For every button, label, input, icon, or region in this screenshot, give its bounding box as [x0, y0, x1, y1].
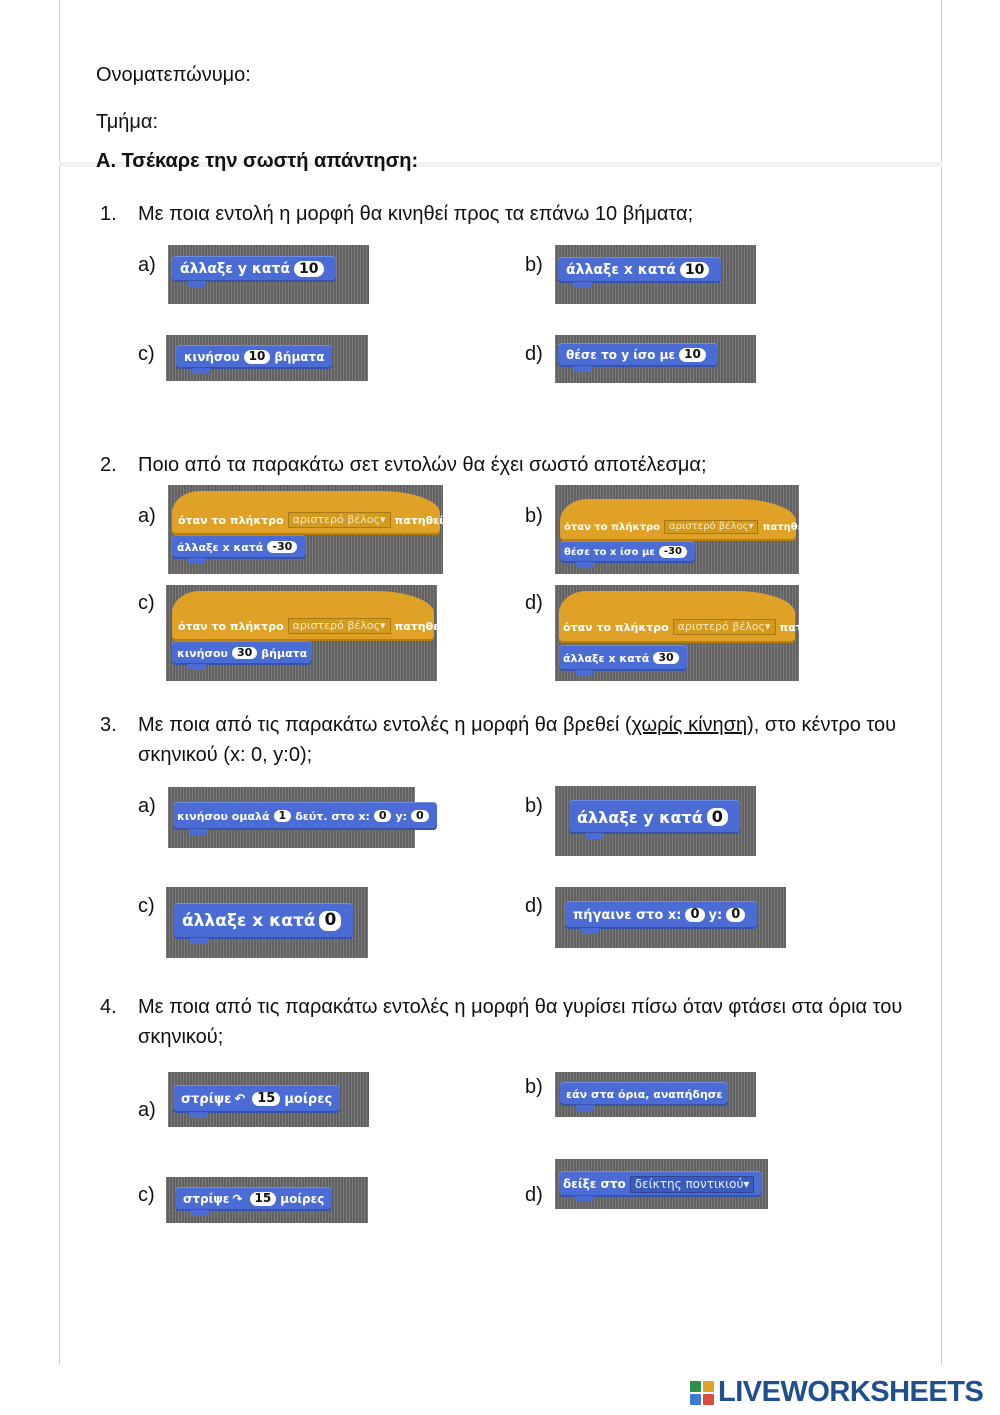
hat-text: όταν το πλήκτρο [563, 620, 669, 634]
hat-text: πατηθεί [394, 619, 444, 633]
block-value: 0 [319, 911, 341, 931]
option-letter: a) [138, 1099, 156, 1121]
question-text: Με ποια από τις παρακάτω εντολές η μορφή θα γυρίσει πίσω όταν φτάσει στα όρια του σκηνικού; [138, 996, 903, 1048]
block-text: πήγαινε στο x: [573, 907, 682, 923]
block-value: 30 [232, 647, 257, 660]
option-1c-image[interactable] [166, 335, 368, 381]
class-label: Τμήμα: [96, 111, 159, 133]
question-number: 1. [100, 203, 117, 225]
hat-text: πατηθεί [779, 620, 829, 634]
block-notch [576, 1105, 594, 1111]
option-letter: a) [138, 254, 156, 276]
hat-block [172, 591, 444, 641]
block-text: κινήσου [184, 350, 240, 364]
block-value: 10 [244, 350, 271, 364]
logo-tile-e [703, 1394, 714, 1405]
hat-text: όταν το πλήκτρο [564, 521, 661, 533]
scratch-block [172, 256, 336, 282]
block-text: μοίρες [280, 1192, 325, 1206]
key-dropdown: αριστερό βέλος▾ [664, 520, 758, 535]
question-text: Με ποια εντολή η μορφή θα κινηθεί προς τα επάνω 10 βήματα; [138, 203, 694, 225]
scratch-block [172, 641, 312, 665]
block-text: δεύτ. στο x: [295, 809, 370, 823]
scratch-block [174, 903, 353, 939]
scratch-block [175, 1187, 332, 1211]
hat-block [559, 591, 829, 643]
block-value: 0 [685, 908, 704, 923]
option-4d-image[interactable] [555, 1159, 768, 1209]
scratch-block [173, 1085, 340, 1113]
block-value: 10 [680, 262, 709, 278]
hat-block [172, 491, 444, 535]
block-text: y: [395, 809, 408, 823]
block-text: y: [708, 907, 723, 923]
block-text: στρίψε [183, 1192, 230, 1206]
option-letter: c) [138, 895, 155, 917]
block-value: 10 [679, 348, 706, 362]
block-text: κινήσου [177, 646, 228, 660]
block-notch [581, 928, 599, 934]
block-notch [575, 670, 593, 676]
block-text: κινήσου ομαλά [177, 809, 270, 823]
block-notch [576, 562, 594, 568]
option-letter: a) [138, 505, 156, 527]
option-letter: a) [138, 795, 156, 817]
hat-text: πατηθεί [762, 521, 808, 533]
name-label: Ονοματεπώνυμο: [96, 64, 251, 86]
option-letter: b) [525, 505, 543, 527]
block-text: θέσε το x ίσο με [564, 546, 655, 558]
option-2a-image[interactable] [168, 485, 443, 574]
logo-tile-v [690, 1394, 701, 1405]
block-value: 0 [374, 810, 392, 823]
turn-left-icon: ↶ [234, 1091, 246, 1107]
logo-tile-i [703, 1381, 714, 1392]
scratch-block [173, 802, 437, 830]
scratch-block [176, 345, 332, 369]
block-text: βήματα [261, 646, 308, 660]
option-letter: d) [525, 895, 543, 917]
block-notch [575, 1196, 593, 1202]
scratch-block [569, 800, 740, 834]
option-2d-image[interactable] [555, 585, 829, 681]
question-number: 2. [100, 454, 117, 476]
question-text-part: Με ποια από τις παρακάτω εντολές η μορφή θα βρεθεί ( [138, 714, 632, 736]
block-value: 10 [294, 261, 323, 277]
block-text: άλλαξε x κατά [566, 262, 676, 278]
option-1d-image[interactable] [555, 335, 756, 383]
hat-text: όταν το πλήκτρο [178, 513, 284, 527]
option-2c-image[interactable] [166, 585, 444, 681]
question-text: Ποιο από τα παρακάτω σετ εντολών θα έχει σωστό αποτέλεσμα; [138, 454, 707, 476]
option-4c-image[interactable] [166, 1177, 368, 1223]
question-text [138, 710, 910, 770]
option-letter: c) [138, 592, 155, 614]
scratch-block [560, 1082, 728, 1106]
block-notch [574, 282, 592, 288]
question-1 [100, 199, 910, 229]
question-number: 3. [100, 714, 117, 736]
hat-text: πατηθεί [394, 513, 444, 527]
block-value: 0 [726, 908, 745, 923]
option-3d-image[interactable] [555, 887, 786, 948]
block-notch [188, 558, 206, 564]
option-4a-image[interactable] [168, 1072, 369, 1127]
block-text: άλλαξε y κατά [577, 807, 703, 827]
block-value: 15 [252, 1092, 280, 1107]
scratch-block [565, 901, 757, 929]
question-4 [100, 992, 910, 1052]
option-1b-image[interactable] [555, 245, 756, 304]
block-notch [190, 938, 208, 944]
block-text: δείξε στο [563, 1177, 626, 1191]
question-3 [100, 710, 910, 770]
block-value: 0 [411, 810, 429, 823]
block-value: 30 [653, 652, 678, 665]
block-notch [189, 829, 207, 835]
page-border-right [941, 0, 942, 1365]
question-number: 4. [100, 996, 117, 1018]
block-text: στρίψε [181, 1091, 232, 1107]
option-3b-image[interactable] [555, 786, 756, 856]
option-letter: c) [138, 1184, 155, 1206]
turn-right-icon: ↷ [232, 1192, 243, 1206]
block-value: 15 [250, 1192, 277, 1206]
option-letter: d) [525, 1184, 543, 1206]
page-border-left [59, 0, 60, 1365]
option-1a-image[interactable] [168, 245, 369, 304]
option-letter: b) [525, 795, 543, 817]
option-2b-image[interactable] [555, 485, 808, 574]
liveworksheets-logo [690, 1376, 983, 1409]
option-3c-image[interactable] [166, 887, 368, 958]
scratch-block [558, 343, 718, 367]
block-text: άλλαξε y κατά [180, 261, 291, 277]
option-4b-image[interactable] [555, 1072, 756, 1117]
block-notch [188, 281, 206, 287]
option-letter: c) [138, 343, 155, 365]
block-notch [189, 1112, 207, 1118]
block-notch [585, 833, 603, 839]
block-text: μοίρες [284, 1091, 333, 1107]
block-value: 0 [707, 808, 728, 826]
key-dropdown: αριστερό βέλος▾ [288, 618, 391, 634]
scratch-block [558, 257, 721, 283]
key-dropdown: αριστερό βέλος▾ [288, 512, 391, 528]
hat-block [560, 499, 808, 541]
block-text: θέσε το y ίσο με [566, 348, 676, 362]
question-2 [100, 450, 910, 480]
block-text: άλλαξε x κατά [182, 911, 316, 931]
logo-tiles-icon [690, 1381, 714, 1405]
option-3a-image[interactable] [168, 787, 424, 848]
section-title: Α. Τσέκαρε την σωστή απάντηση: [96, 150, 419, 172]
block-text: άλλαξε x κατά [177, 540, 264, 554]
key-dropdown: αριστερό βέλος▾ [673, 619, 776, 635]
block-notch [188, 664, 206, 670]
target-dropdown: δείκτης ποντικιού▾ [630, 1176, 755, 1193]
option-letter: b) [525, 254, 543, 276]
logo-text: LIVEWORKSHEETS [718, 1376, 984, 1408]
option-letter: d) [525, 592, 543, 614]
option-letter: b) [525, 1076, 543, 1098]
block-notch [574, 366, 592, 372]
question-text-part: ), στο κέντρο του σκηνικού (x: 0, y:0); [138, 714, 897, 766]
block-notch [192, 368, 210, 374]
scratch-block [172, 535, 306, 559]
hat-text: όταν το πλήκτρο [178, 619, 284, 633]
block-text: εάν στα όρια, αναπήδησε [566, 1087, 723, 1101]
scratch-block [559, 645, 687, 671]
block-text: άλλαξε x κατά [563, 651, 650, 665]
scratch-block [559, 1171, 762, 1197]
block-text: βήματα [274, 350, 325, 364]
block-value: -30 [267, 541, 297, 554]
logo-tile-l [690, 1381, 701, 1392]
question-text-underlined: χωρίς κίνηση [631, 714, 748, 736]
block-notch [191, 1210, 209, 1216]
block-value: -30 [659, 546, 687, 558]
option-letter: d) [525, 343, 543, 365]
block-value: 1 [274, 810, 292, 823]
scratch-block [560, 541, 695, 563]
